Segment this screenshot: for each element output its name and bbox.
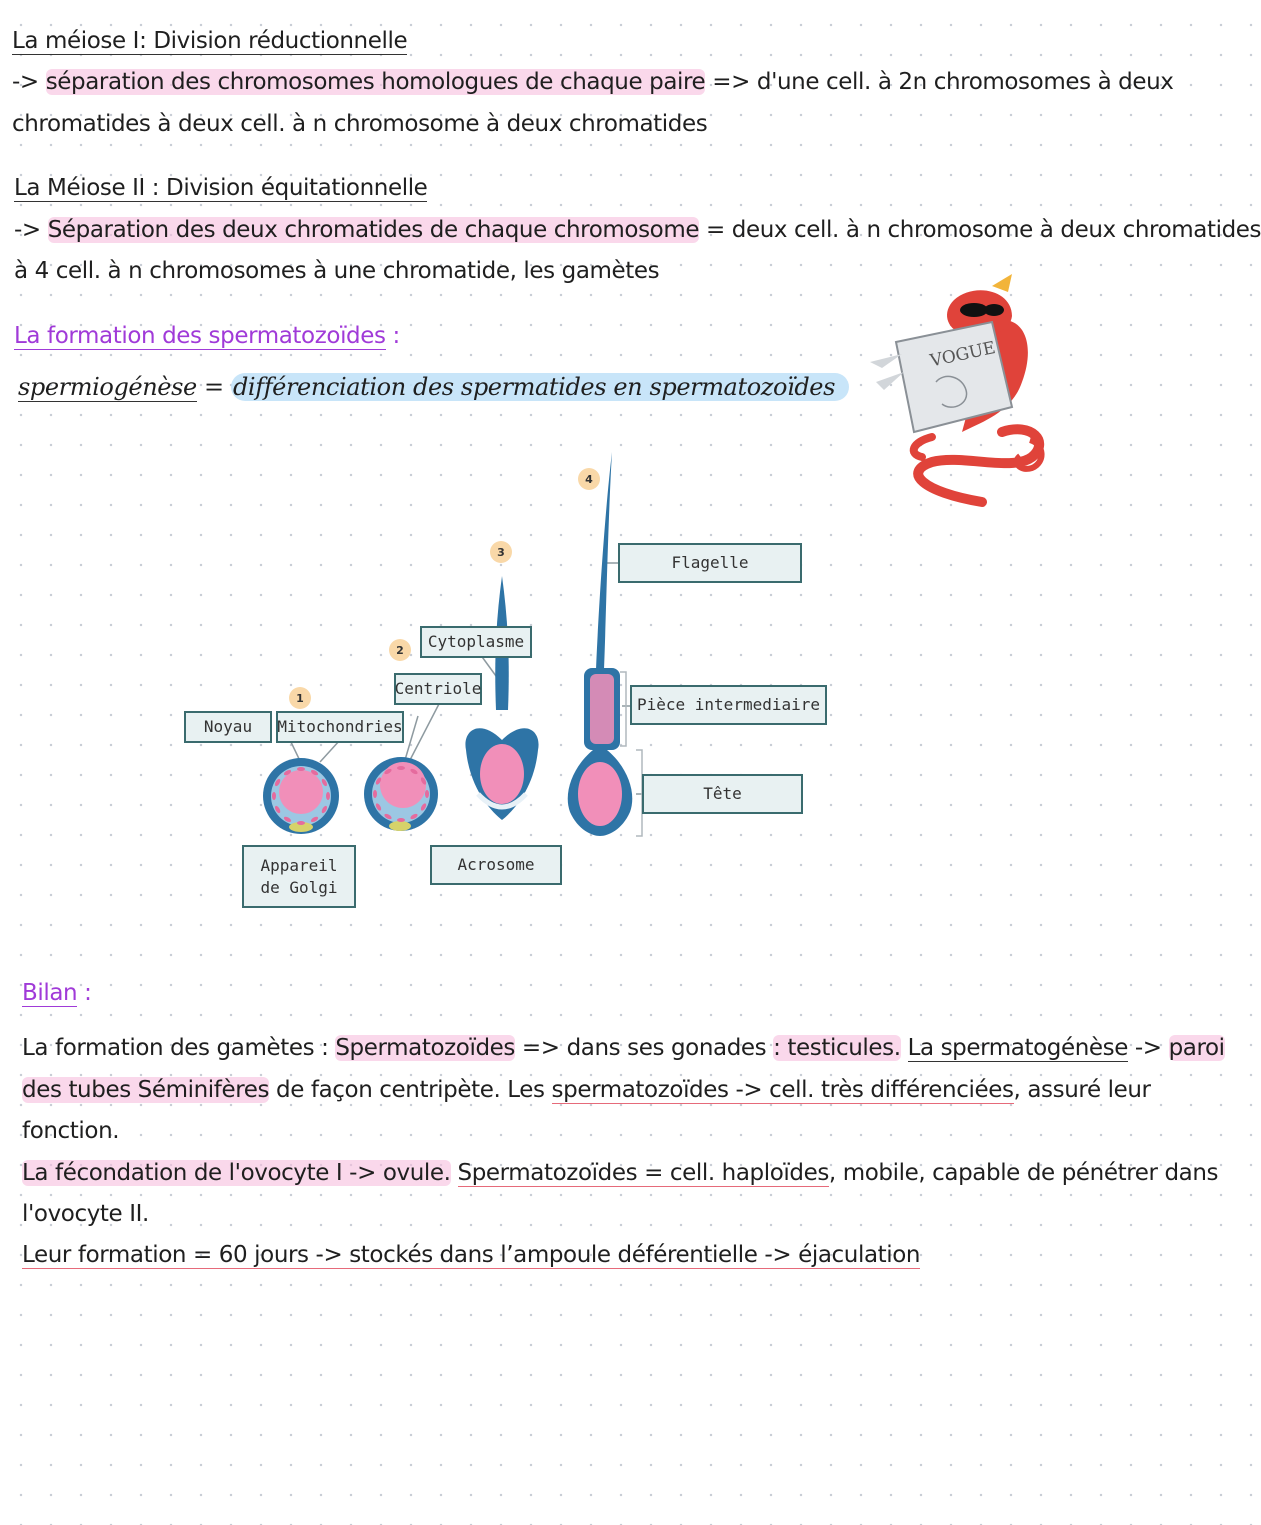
spermiogenese-definition: spermiogénèse = différenciation des spermatides en spermatozoïdes [18,372,849,402]
bilan-line2: des tubes Séminifères de façon centripète. Les spermatozoïdes -> cell. très différenciées, assuré leur [22,1077,1151,1103]
meiose2-title: La Méiose II : Division équitationnelle [14,175,428,201]
meiose1-line1: -> séparation des chromosomes homologues de chaque paire => d'une cell. à 2n chromosomes à deux [12,69,1174,95]
mitochondrion [297,821,305,825]
stage-1-badge: 1 [289,687,311,709]
label-noyau: Noyau [184,711,272,743]
vogue-text: VOGUE [928,338,998,372]
mitochondrion [397,766,405,770]
label-piece-intermediaire: Pièce intermediaire [630,685,827,725]
label-cytoplasme: Cytoplasme [420,626,532,658]
mitochondrion [272,792,276,800]
label-centriole: Centriole [394,673,482,705]
stage-4-badge: 4 [578,468,600,490]
stage-2-badge: 2 [389,639,411,661]
formation-title: La formation des spermatozoïdes : [14,323,400,349]
stage-3-badge: 3 [490,541,512,563]
bilan-line6: Leur formation = 60 jours -> stockés dans l’ampoule déférentielle -> éjaculation [22,1242,921,1268]
bilan-title: Bilan : [22,980,92,1006]
mitochondrion [373,790,377,798]
meiose2-line1: -> Séparation des deux chromatides de chaque chromosome = deux cell. à n chromosome à deux chromatides [14,217,1261,243]
bilan-line5: l'ovocyte II. [22,1201,149,1227]
mitochondrion [425,790,429,798]
meiose1-line2: chromatides à deux cell. à n chromosome à deux chromatides [12,111,708,137]
label-tete: Tête [642,774,803,814]
meiose1-title: La méiose I: Division réductionnelle [12,28,408,54]
bilan-line1: La formation des gamètes : Spermatozoïdes => dans ses gonades : testicules. La spermatogénèse -> paroi [22,1035,1225,1061]
mitochondrion [297,767,305,771]
mitochondrion [397,818,405,822]
label-flagelle: Flagelle [618,543,802,583]
spermiogenese-diagram [0,440,1080,940]
bilan-line3: fonction. [22,1118,120,1144]
stage-4-spermatozoid [568,452,633,836]
label-acrosome: Acrosome [430,845,562,885]
bilan-line4: La fécondation de l'ovocyte I -> ovule. Spermatozoïdes = cell. haploïdes, mobile, capable de pénétrer dans [22,1160,1219,1186]
mitochondrion [326,792,330,800]
meiose2-line2: à 4 cell. à n chromosomes à une chromatide, les gamètes [14,258,660,284]
label-mitochondries: Mitochondries [276,711,404,743]
label-appareil-golgi: Appareil de Golgi [242,845,356,908]
